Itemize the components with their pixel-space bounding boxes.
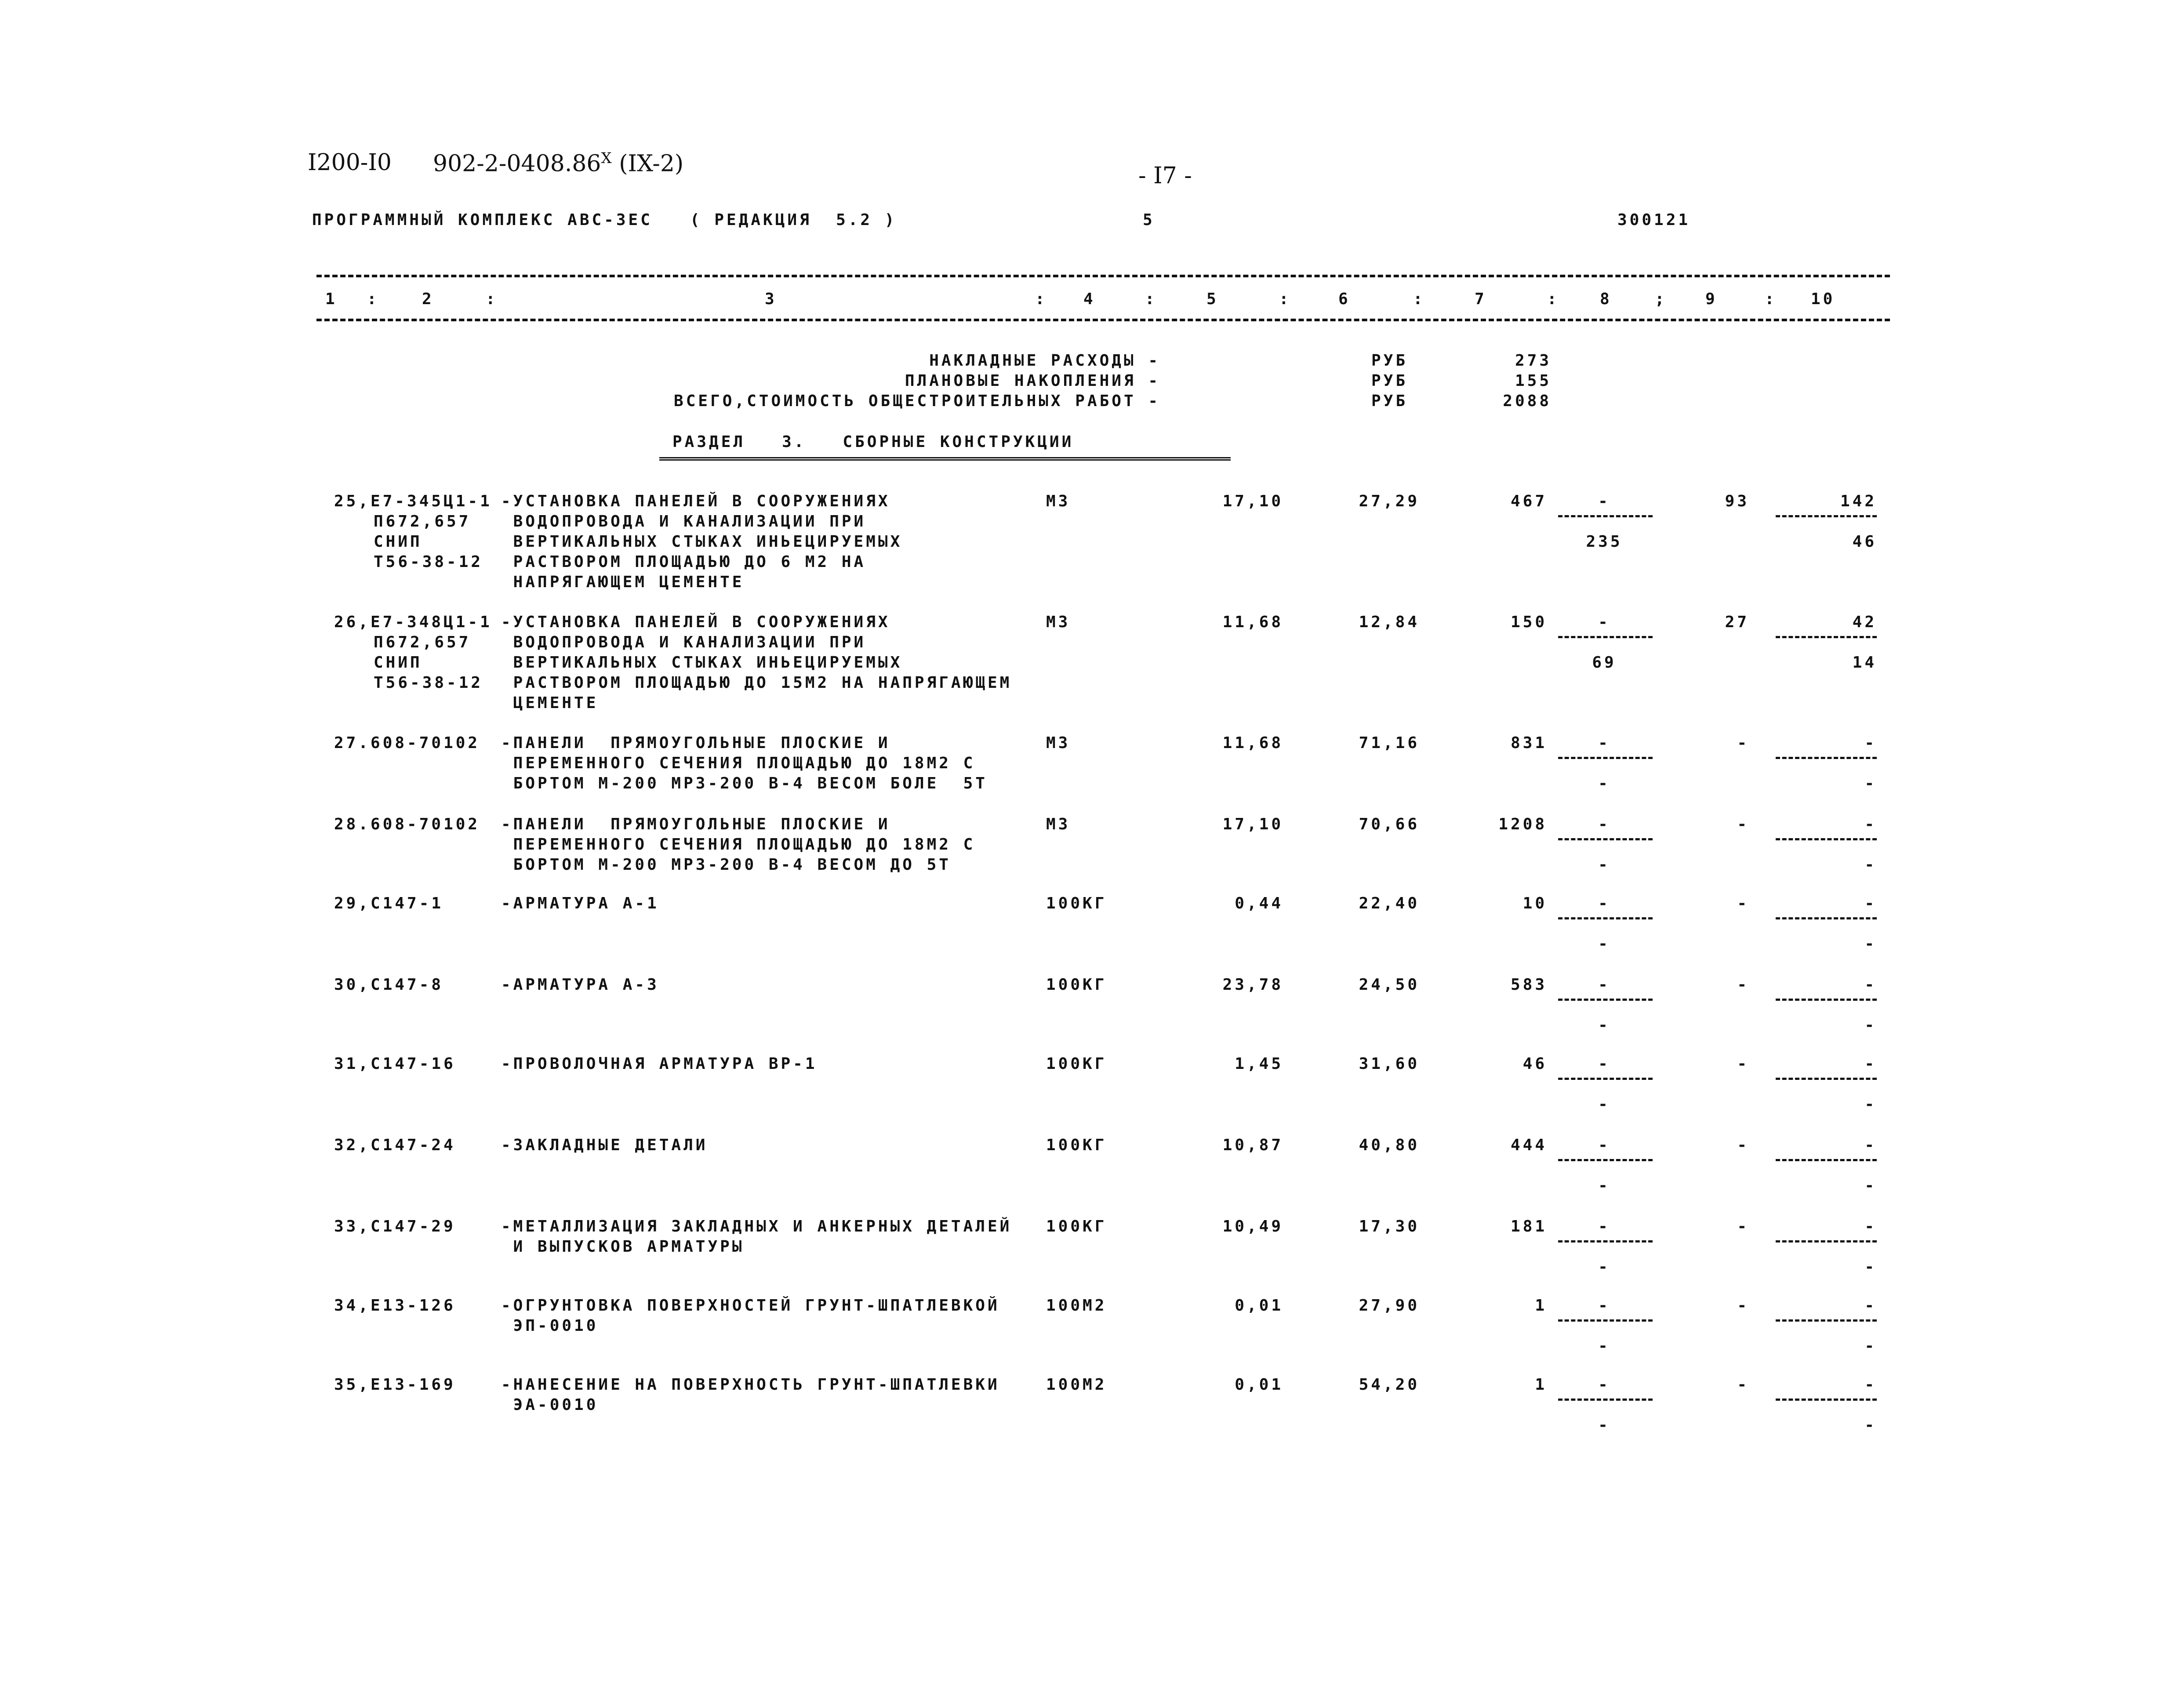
col8-top: - xyxy=(1598,492,1610,510)
row-code: 33,С147-29 xyxy=(334,1217,456,1235)
row-description: -НАНЕСЕНИЕ НА ПОВЕРХНОСТЬ ГРУНТ-ШПАТЛЕВКИ xyxy=(501,1376,1000,1394)
col9-value: - xyxy=(1737,976,1749,994)
row-unit: М3 xyxy=(1046,734,1071,752)
row-total: 583 xyxy=(1510,976,1547,994)
row-description: И ВЫПУСКОВ АРМАТУРЫ xyxy=(501,1238,745,1256)
col9-value: - xyxy=(1737,1297,1749,1315)
doc-code: I200-I0 xyxy=(308,149,392,176)
col9-value: - xyxy=(1737,815,1749,833)
col10-fraction-line xyxy=(1776,1078,1877,1080)
program-edition: ( РЕДАКЦИЯ 5.2 ) xyxy=(690,211,897,229)
col9-value: 93 xyxy=(1725,492,1749,510)
col-sep: : xyxy=(1279,290,1291,308)
col10-top: - xyxy=(1864,1217,1877,1235)
row-unit: 100КГ xyxy=(1046,976,1107,994)
col10-top: - xyxy=(1864,1297,1877,1315)
row-total: 150 xyxy=(1510,613,1547,631)
col10-fraction-line xyxy=(1776,999,1877,1001)
row-total: 1208 xyxy=(1498,815,1547,833)
col-sep: ; xyxy=(1655,290,1667,308)
col8-top: - xyxy=(1598,613,1610,631)
col8-bottom: 69 xyxy=(1592,654,1617,672)
col-sep: : xyxy=(1035,290,1047,308)
col-sep: : xyxy=(486,290,498,308)
row-description: БОРТОМ М-200 МРЗ-200 В-4 ВЕСОМ БОЛЕ 5Т xyxy=(501,774,988,792)
row-description: ПЕРЕМЕННОГО СЕЧЕНИЯ ПЛОЩАДЬЮ ДО 18М2 С xyxy=(501,754,976,772)
summary-value: 273 xyxy=(1515,352,1552,370)
col8-fraction-line xyxy=(1558,1159,1653,1161)
col10-fraction-line xyxy=(1776,1399,1877,1401)
row-unit-price: 27,90 xyxy=(1359,1297,1420,1315)
col10-top: 142 xyxy=(1840,492,1877,510)
col8-top: - xyxy=(1598,1136,1610,1154)
col-1: 1 xyxy=(325,290,338,308)
row-total: 46 xyxy=(1523,1055,1547,1073)
col10-bottom: - xyxy=(1864,856,1877,874)
col8-fraction-line xyxy=(1558,838,1653,840)
col8-top: - xyxy=(1598,1297,1610,1315)
header-rule-top xyxy=(316,275,1890,277)
row-code: 31,С147-16 xyxy=(334,1055,456,1073)
col8-bottom: - xyxy=(1598,1416,1610,1434)
row-description: -ПАНЕЛИ ПРЯМОУГОЛЬНЫЕ ПЛОСКИЕ И xyxy=(501,734,890,752)
row-quantity: 17,10 xyxy=(1222,815,1283,833)
row-code: Т56-38-12 xyxy=(374,674,483,692)
col10-bottom: - xyxy=(1864,1416,1877,1434)
row-quantity: 17,10 xyxy=(1222,492,1283,510)
row-unit-price: 22,40 xyxy=(1359,894,1420,912)
row-total: 444 xyxy=(1510,1136,1547,1154)
col-sep: : xyxy=(1547,290,1559,308)
col9-value: - xyxy=(1737,1136,1749,1154)
row-description: -АРМАТУРА А-3 xyxy=(501,976,659,994)
row-description: -АРМАТУРА А-1 xyxy=(501,894,659,912)
summary-unit: РУБ xyxy=(1371,372,1408,390)
col10-top: 42 xyxy=(1852,613,1877,631)
row-description: ВОДОПРОВОДА И КАНАЛИЗАЦИИ ПРИ xyxy=(501,633,866,651)
row-description: -УСТАНОВКА ПАНЕЛЕЙ В СООРУЖЕНИЯХ xyxy=(501,492,890,510)
col10-fraction-line xyxy=(1776,1159,1877,1161)
row-unit: М3 xyxy=(1046,815,1071,833)
col8-top: - xyxy=(1598,1376,1610,1394)
col8-bottom: - xyxy=(1598,1258,1610,1276)
row-description: РАСТВОРОМ ПЛОЩАДЬЮ ДО 6 М2 НА xyxy=(501,553,866,571)
row-quantity: 23,78 xyxy=(1222,976,1283,994)
row-code: 30,С147-8 xyxy=(334,976,444,994)
row-code: 35,Е13-169 xyxy=(334,1376,456,1394)
col10-bottom: - xyxy=(1864,1258,1877,1276)
row-code: 34,Е13-126 xyxy=(334,1297,456,1315)
header-code: 300121 xyxy=(1617,211,1691,229)
summary-value: 155 xyxy=(1515,372,1552,390)
col-8: 8 xyxy=(1600,290,1612,308)
row-unit: 100М2 xyxy=(1046,1376,1107,1394)
row-code: П672,657 xyxy=(374,633,471,651)
col8-top: - xyxy=(1598,976,1610,994)
col10-top: - xyxy=(1864,815,1877,833)
row-unit: 100КГ xyxy=(1046,894,1107,912)
row-quantity: 1,45 xyxy=(1235,1055,1283,1073)
row-unit-price: 71,16 xyxy=(1359,734,1420,752)
col-10: 10 xyxy=(1811,290,1835,308)
series-superscript: X xyxy=(601,149,612,167)
col8-fraction-line xyxy=(1558,1078,1653,1080)
col8-bottom: - xyxy=(1598,1337,1610,1355)
row-quantity: 11,68 xyxy=(1222,734,1283,752)
col8-top: - xyxy=(1598,1055,1610,1073)
row-unit-price: 31,60 xyxy=(1359,1055,1420,1073)
row-quantity: 10,87 xyxy=(1222,1136,1283,1154)
row-description: РАСТВОРОМ ПЛОЩАДЬЮ ДО 15М2 НА НАПРЯГАЮЩЕМ xyxy=(501,674,1012,692)
row-description: ВЕРТИКАЛЬНЫХ СТЫКАХ ИНЬЕЦИРУЕМЫХ xyxy=(501,533,903,551)
row-quantity: 0,01 xyxy=(1235,1376,1283,1394)
col10-bottom: - xyxy=(1864,1095,1877,1113)
row-code: 25,Е7-345Ц1-1 xyxy=(334,492,492,510)
col-3: 3 xyxy=(765,290,777,308)
col10-top: - xyxy=(1864,1376,1877,1394)
row-unit-price: 12,84 xyxy=(1359,613,1420,631)
row-unit-price: 27,29 xyxy=(1359,492,1420,510)
row-code: СНИП xyxy=(374,654,422,672)
col8-bottom: - xyxy=(1598,935,1610,953)
col8-fraction-line xyxy=(1558,917,1653,919)
row-code: 26,Е7-348Ц1-1 xyxy=(334,613,492,631)
summary-label: ПЛАНОВЫЕ НАКОПЛЕНИЯ - xyxy=(905,372,1160,390)
col-5: 5 xyxy=(1206,290,1219,308)
col8-fraction-line xyxy=(1558,515,1653,517)
summary-unit: РУБ xyxy=(1371,392,1408,410)
row-total: 181 xyxy=(1510,1217,1547,1235)
col10-top: - xyxy=(1864,1136,1877,1154)
col9-value: 27 xyxy=(1725,613,1749,631)
row-unit-price: 24,50 xyxy=(1359,976,1420,994)
row-total: 10 xyxy=(1523,894,1547,912)
row-code: 32,С147-24 xyxy=(334,1136,456,1154)
col10-top: - xyxy=(1864,1055,1877,1073)
col8-fraction-line xyxy=(1558,1240,1653,1242)
row-total: 1 xyxy=(1535,1376,1547,1394)
row-code: П672,657 xyxy=(374,512,471,530)
col8-fraction-line xyxy=(1558,1399,1653,1401)
header-rule-bottom xyxy=(316,319,1890,321)
col8-top: - xyxy=(1598,815,1610,833)
row-description: ВОДОПРОВОДА И КАНАЛИЗАЦИИ ПРИ xyxy=(501,512,866,530)
col-sep: : xyxy=(1413,290,1425,308)
col8-top: - xyxy=(1598,734,1610,752)
row-quantity: 0,44 xyxy=(1235,894,1283,912)
section-title: РАЗДЕЛ 3. СБОРНЫЕ КОНСТРУКЦИИ xyxy=(672,433,1074,451)
col8-fraction-line xyxy=(1558,1319,1653,1322)
col8-bottom: - xyxy=(1598,1016,1610,1034)
col9-value: - xyxy=(1737,1376,1749,1394)
summary-label: ВСЕГО,СТОИМОСТЬ ОБЩЕСТРОИТЕЛЬНЫХ РАБОТ - xyxy=(674,392,1160,410)
row-code: 27.608-70102 xyxy=(334,734,480,752)
series-suffix: (IX-2) xyxy=(619,150,684,177)
col-sep: : xyxy=(367,290,379,308)
col-7: 7 xyxy=(1475,290,1487,308)
col10-bottom: 46 xyxy=(1852,533,1877,551)
row-total: 1 xyxy=(1535,1297,1547,1315)
col8-top: - xyxy=(1598,1217,1610,1235)
row-description: ЦЕМЕНТЕ xyxy=(501,694,599,712)
header-number: 5 xyxy=(1143,211,1155,229)
col8-bottom: - xyxy=(1598,774,1610,792)
col10-bottom: - xyxy=(1864,774,1877,792)
col-sep: : xyxy=(1765,290,1777,308)
row-description: -ЗАКЛАДНЫЕ ДЕТАЛИ xyxy=(501,1136,708,1154)
program-name: ПРОГРАММНЫЙ КОМПЛЕКС АВС-3ЕС xyxy=(312,211,653,229)
row-unit-price: 54,20 xyxy=(1359,1376,1420,1394)
col8-fraction-line xyxy=(1558,757,1653,759)
col9-value: - xyxy=(1737,894,1749,912)
col9-value: - xyxy=(1737,734,1749,752)
row-unit: 100КГ xyxy=(1046,1217,1107,1235)
col10-fraction-line xyxy=(1776,1319,1877,1322)
col-9: 9 xyxy=(1705,290,1718,308)
row-description: ПЕРЕМЕННОГО СЕЧЕНИЯ ПЛОЩАДЬЮ ДО 18М2 С xyxy=(501,836,976,854)
row-description: ЭА-0010 xyxy=(501,1396,599,1414)
summary-unit: РУБ xyxy=(1371,352,1408,370)
col8-bottom: - xyxy=(1598,1095,1610,1113)
col8-bottom: - xyxy=(1598,1177,1610,1195)
series-code xyxy=(433,149,683,177)
col10-bottom: 14 xyxy=(1852,654,1877,672)
page-number: - I7 - xyxy=(1138,163,1192,189)
row-code: Т56-38-12 xyxy=(374,553,483,571)
col8-bottom: - xyxy=(1598,856,1610,874)
col-2: 2 xyxy=(422,290,434,308)
row-total: 831 xyxy=(1510,734,1547,752)
row-description: НАПРЯГАЮЩЕМ ЦЕМЕНТЕ xyxy=(501,573,745,591)
col-6: 6 xyxy=(1338,290,1351,308)
col10-fraction-line xyxy=(1776,636,1877,638)
col10-fraction-line xyxy=(1776,515,1877,517)
row-description: -МЕТАЛЛИЗАЦИЯ ЗАКЛАДНЫХ И АНКЕРНЫХ ДЕТАЛЕЙ xyxy=(501,1217,1012,1235)
col8-top: - xyxy=(1598,894,1610,912)
row-description: -ПРОВОЛОЧНАЯ АРМАТУРА ВР-1 xyxy=(501,1055,818,1073)
summary-value: 2088 xyxy=(1503,392,1552,410)
col8-fraction-line xyxy=(1558,636,1653,638)
col10-fraction-line xyxy=(1776,1240,1877,1242)
row-description: -УСТАНОВКА ПАНЕЛЕЙ В СООРУЖЕНИЯХ xyxy=(501,613,890,631)
row-quantity: 0,01 xyxy=(1235,1297,1283,1315)
col10-fraction-line xyxy=(1776,757,1877,759)
row-unit: 100КГ xyxy=(1046,1136,1107,1154)
row-unit-price: 17,30 xyxy=(1359,1217,1420,1235)
col10-top: - xyxy=(1864,976,1877,994)
col10-fraction-line xyxy=(1776,838,1877,840)
row-description: БОРТОМ М-200 МРЗ-200 В-4 ВЕСОМ ДО 5Т xyxy=(501,856,951,874)
row-code: 29,С147-1 xyxy=(334,894,444,912)
row-quantity: 11,68 xyxy=(1222,613,1283,631)
row-description: -ПАНЕЛИ ПРЯМОУГОЛЬНЫЕ ПЛОСКИЕ И xyxy=(501,815,890,833)
series-number: 902-2-0408.86 xyxy=(433,150,601,177)
col10-fraction-line xyxy=(1776,917,1877,919)
col10-top: - xyxy=(1864,894,1877,912)
col10-bottom: - xyxy=(1864,935,1877,953)
row-unit-price: 70,66 xyxy=(1359,815,1420,833)
row-description: -ОГРУНТОВКА ПОВЕРХНОСТЕЙ ГРУНТ-ШПАТЛЕВКОЙ xyxy=(501,1297,1000,1315)
row-unit-price: 40,80 xyxy=(1359,1136,1420,1154)
row-total: 467 xyxy=(1510,492,1547,510)
col10-bottom: - xyxy=(1864,1177,1877,1195)
col8-bottom: 235 xyxy=(1586,533,1623,551)
section-underline xyxy=(659,457,1231,461)
col10-top: - xyxy=(1864,734,1877,752)
col-4: 4 xyxy=(1083,290,1096,308)
col10-bottom: - xyxy=(1864,1337,1877,1355)
col-sep: : xyxy=(1145,290,1157,308)
col8-fraction-line xyxy=(1558,999,1653,1001)
row-unit: 100КГ xyxy=(1046,1055,1107,1073)
col9-value: - xyxy=(1737,1217,1749,1235)
row-unit: М3 xyxy=(1046,492,1071,510)
row-code: СНИП xyxy=(374,533,422,551)
row-description: ВЕРТИКАЛЬНЫХ СТЫКАХ ИНЬЕЦИРУЕМЫХ xyxy=(501,654,903,672)
row-code: 28.608-70102 xyxy=(334,815,480,833)
col9-value: - xyxy=(1737,1055,1749,1073)
summary-label: НАКЛАДНЫЕ РАСХОДЫ - xyxy=(929,352,1160,370)
row-description: ЭП-0010 xyxy=(501,1317,599,1335)
col10-bottom: - xyxy=(1864,1016,1877,1034)
row-quantity: 10,49 xyxy=(1222,1217,1283,1235)
row-unit: М3 xyxy=(1046,613,1071,631)
row-unit: 100М2 xyxy=(1046,1297,1107,1315)
